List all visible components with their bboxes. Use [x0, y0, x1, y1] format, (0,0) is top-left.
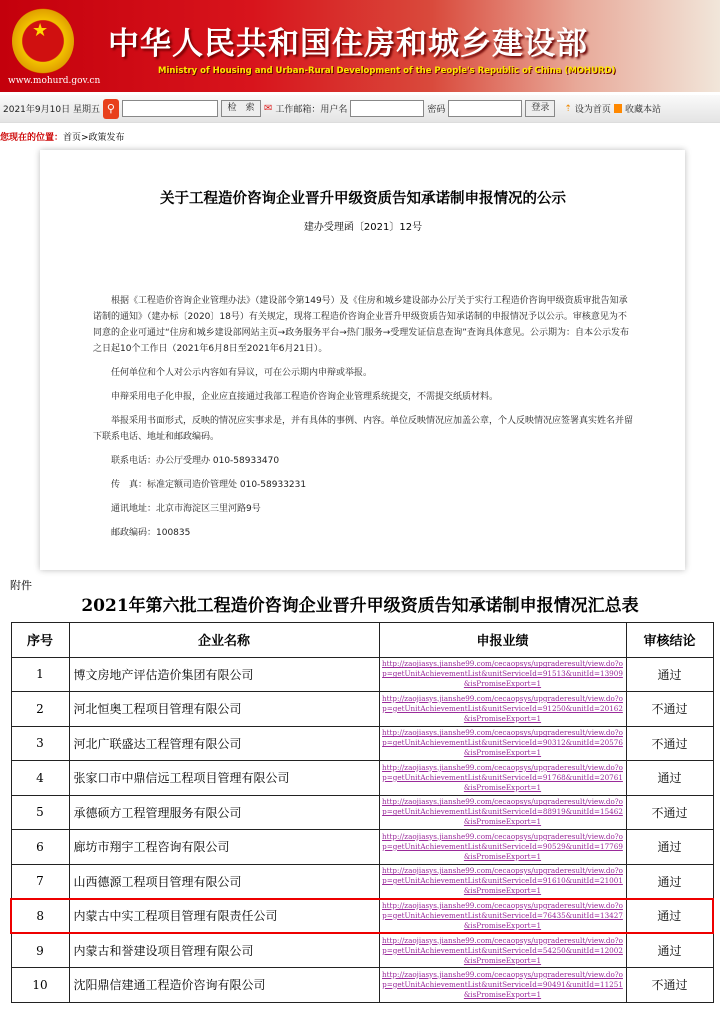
review-result: 不通过: [626, 692, 713, 727]
bookmark-icon: [614, 104, 622, 113]
mail-icon: ✉: [263, 103, 273, 114]
site-title: 中华人民共和国住房和城乡建设部: [108, 26, 588, 62]
achievement-link[interactable]: http://zaojiasys.jianshe99.com/cecaopsys/upgraderesult/view.do?op=getUnitAchievementList&unitServiceId=88919&unitId=15462&isPromiseExport=1: [379, 795, 626, 830]
review-result: 通过: [626, 933, 713, 968]
achievement-link[interactable]: http://zaojiasys.jianshe99.com/cecaopsys/upgraderesult/view.do?op=getUnitAchievementList&unitServiceId=91610&unitId=21001&isPromiseExport=1: [379, 864, 626, 899]
row-number: 9: [11, 933, 69, 968]
achievement-link[interactable]: http://zaojiasys.jianshe99.com/cecaopsys/upgraderesult/view.do?op=getUnitAchievementList&unitServiceId=91768&unitId=20761&isPromiseExport=1: [379, 761, 626, 796]
company-name: 沈阳鼎信建通工程造价咨询有限公司: [69, 968, 379, 1003]
username-input[interactable]: [350, 100, 424, 117]
contact-address: 通讯地址：北京市海淀区三里河路9号: [111, 504, 261, 514]
table-title: 2021年第六批工程造价咨询企业晋升甲级资质告知承诺制申报情况汇总表: [81, 596, 639, 616]
contact-fax: 传 真：标准定额司造价管理处 010-58933231: [111, 480, 307, 490]
table-row: [11, 726, 713, 761]
bookmark-link[interactable]: 收藏本站: [624, 105, 661, 115]
paragraph: 根据《工程造价咨询企业管理办法》（建设部令第149号）及《住房和城乡建设部办公厅关于实行工程造价咨询甲级资质审批告知承诺制的通知》（建办标〔2020〕18号）有关规定，现将工程造价咨询企业晋升甲级资质告知承诺制的申报情况予以公示。审核意见为不同意的企业可通过“住房和城乡建设部网站主页→政务服务平台→热门服务→受理发证信息查询”查询具体意见。公示期为：自本公示发布之日起10个工作日（2021年6月8日至2021年6月21日）。: [93, 296, 629, 354]
contact-phone: 联系电话：办公厅受理办 010-58933470: [111, 456, 280, 466]
company-name: 河北恒奥工程项目管理有限公司: [69, 692, 379, 727]
row-number: 4: [11, 761, 69, 796]
table-row: [11, 692, 713, 727]
review-result: 不通过: [626, 726, 713, 761]
company-name: 承德硕方工程管理服务有限公司: [69, 795, 379, 830]
review-result: 不通过: [626, 795, 713, 830]
row-number: 3: [11, 726, 69, 761]
national-emblem-icon: ★: [12, 8, 74, 74]
breadcrumb: [0, 130, 125, 143]
achievement-link[interactable]: http://zaojiasys.jianshe99.com/cecaopsys/upgraderesult/view.do?op=getUnitAchievementList&unitServiceId=90491&unitId=11251&isPromiseExport=1: [379, 968, 626, 1003]
row-number: 7: [11, 864, 69, 899]
table-row: [11, 830, 713, 865]
row-number: 8: [11, 899, 69, 934]
row-number: 10: [11, 968, 69, 1003]
review-result: 通过: [626, 864, 713, 899]
header-company: 企业名称: [69, 623, 379, 658]
company-name: 内蒙古和誉建设项目管理有限公司: [69, 933, 379, 968]
achievement-link[interactable]: http://zaojiasys.jianshe99.com/cecaopsys/upgraderesult/view.do?op=getUnitAchievementList&unitServiceId=91250&unitId=20162&isPromiseExport=1: [379, 692, 626, 727]
header-banner: [0, 0, 720, 92]
company-name: 内蒙古中实工程项目管理有限责任公司: [69, 899, 379, 934]
summary-table: [10, 622, 714, 1003]
document-image: [40, 150, 685, 570]
annex-label: 附件: [10, 579, 32, 592]
home-icon: ⇡: [564, 103, 572, 114]
mail-label: 工作邮箱：用户名: [275, 105, 348, 115]
date: 2021年9月10日 星期五: [3, 105, 100, 115]
achievement-link[interactable]: http://zaojiasys.jianshe99.com/cecaopsys/upgraderesult/view.do?op=getUnitAchievementList&unitServiceId=91513&unitId=13909&isPromiseExport=1: [379, 657, 626, 692]
review-result: 通过: [626, 830, 713, 865]
review-result: 通过: [626, 657, 713, 692]
review-result: 不通过: [626, 968, 713, 1003]
table-row: [11, 968, 713, 1003]
document-number: 建办受理函〔2021〕12号: [303, 222, 423, 233]
site-url: www.mohurd.gov.cn: [8, 76, 101, 86]
company-name: 博文房地产评估造价集团有限公司: [69, 657, 379, 692]
search-icon: ⚲: [103, 99, 119, 119]
table-row: [11, 795, 713, 830]
company-name: 廊坊市翔宇工程咨询有限公司: [69, 830, 379, 865]
company-name: 山西德源工程项目管理有限公司: [69, 864, 379, 899]
review-result: 通过: [626, 761, 713, 796]
header-no: 序号: [11, 623, 69, 658]
site-subtitle: Ministry of Housing and Urban-Rural Development of the People's Republic of China (MOHURD): [158, 66, 616, 76]
review-result: 通过: [626, 899, 713, 934]
breadcrumb-label: 您现在的位置：: [0, 133, 64, 143]
row-number: 5: [11, 795, 69, 830]
paragraph: 申辩采用电子化申报，企业应直接通过我部工程造价咨询企业管理系统提交，不需提交纸质材料。: [111, 392, 499, 402]
contact-postcode: 邮政编码：100835: [111, 528, 191, 538]
toolbar: [0, 95, 720, 123]
header-result: 审核结论: [626, 623, 713, 658]
login-button[interactable]: 登录: [525, 100, 555, 117]
search-input[interactable]: [122, 100, 218, 117]
row-number: 2: [11, 692, 69, 727]
paragraph: 举报采用书面形式，反映的情况应实事求是，并有具体的事例、内容。单位反映情况应加盖公章，个人反映情况应签署真实姓名并留下联系电话、地址和邮政编码。: [93, 416, 634, 442]
document-title: 关于工程造价咨询企业晋升甲级资质告知承诺制申报情况的公示: [160, 191, 566, 207]
password-input[interactable]: [448, 100, 522, 117]
search-button[interactable]: 检 索: [221, 100, 261, 117]
achievement-link[interactable]: http://zaojiasys.jianshe99.com/cecaopsys/upgraderesult/view.do?op=getUnitAchievementList&unitServiceId=76435&unitId=13427&isPromiseExport=1: [379, 899, 626, 934]
achievement-link[interactable]: http://zaojiasys.jianshe99.com/cecaopsys/upgraderesult/view.do?op=getUnitAchievementList&unitServiceId=90312&unitId=20576&isPromiseExport=1: [379, 726, 626, 761]
achievement-link[interactable]: http://zaojiasys.jianshe99.com/cecaopsys/upgraderesult/view.do?op=getUnitAchievementList&unitServiceId=90529&unitId=17769&isPromiseExport=1: [379, 830, 626, 865]
table-row: [11, 864, 713, 899]
achievement-link[interactable]: http://zaojiasys.jianshe99.com/cecaopsys/upgraderesult/view.do?op=getUnitAchievementList&unitServiceId=54250&unitId=12002&isPromiseExport=1: [379, 933, 626, 968]
breadcrumb-path[interactable]: 首页>政策发布: [63, 133, 125, 143]
table-row: [11, 899, 713, 934]
paragraph: 任何单位和个人对公示内容如有异议，可在公示期内申辩或举报。: [111, 368, 373, 378]
row-number: 6: [11, 830, 69, 865]
table-header: [11, 623, 713, 658]
company-name: 河北广联盛达工程管理有限公司: [69, 726, 379, 761]
table-row: [11, 761, 713, 796]
table-row: [11, 933, 713, 968]
header-achievement: 申报业绩: [379, 623, 626, 658]
company-name: 张家口市中鼎信远工程项目管理有限公司: [69, 761, 379, 796]
row-number: 1: [11, 657, 69, 692]
table-row: [11, 657, 713, 692]
password-label: 密码: [427, 105, 446, 115]
set-home-link[interactable]: 设为首页: [574, 105, 611, 115]
